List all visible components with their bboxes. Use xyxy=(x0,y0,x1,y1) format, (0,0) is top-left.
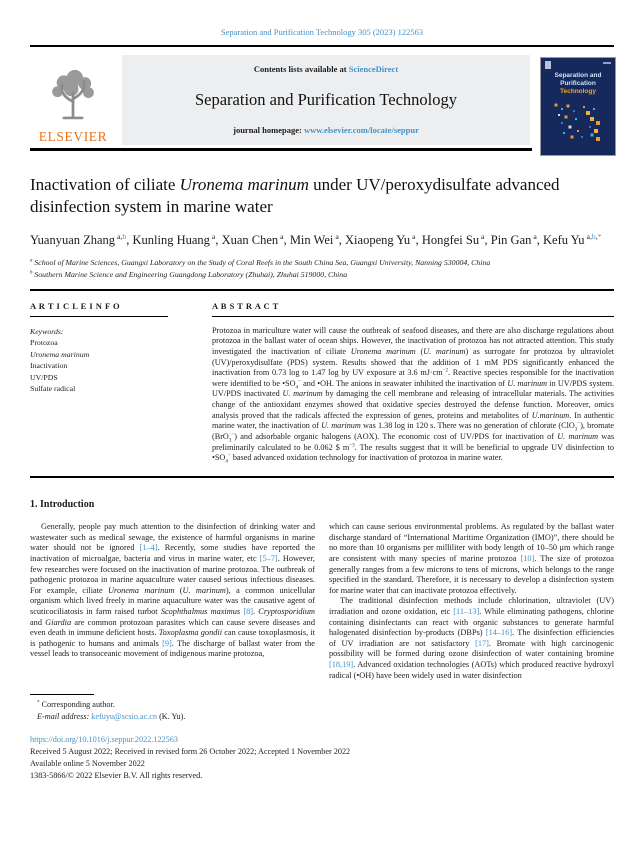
text-run: and xyxy=(30,617,46,627)
text-run: . The discharge of ballast water from the vessel leads to transoceanic movement of indigenous marine protozoa, xyxy=(30,638,315,659)
inline-link[interactable]: [5–7] xyxy=(259,553,278,563)
inline-link[interactable]: kefuyu@scsio.ac.cn xyxy=(91,712,158,722)
contents-line xyxy=(254,64,398,74)
text-run: −2 xyxy=(442,367,449,374)
text-run: Scophthalmus maximus xyxy=(160,606,241,616)
text-run: a xyxy=(531,231,537,241)
journal-banner xyxy=(122,55,530,145)
intro-column-left xyxy=(30,522,315,681)
text-run: b xyxy=(30,270,33,276)
keyword xyxy=(30,360,168,372)
text-run: Corresponding author. xyxy=(39,700,115,710)
contents-prefix: Contents lists available at xyxy=(253,64,349,74)
header-divider xyxy=(30,148,532,151)
text-run: E-mail address: xyxy=(37,712,92,722)
keyword xyxy=(30,372,168,384)
abstract-column xyxy=(212,301,614,465)
text-run: Toxoplasma gondii xyxy=(158,628,222,638)
footnote-block xyxy=(30,694,614,723)
abstract-text xyxy=(212,326,614,465)
text-run: Generally, people pay much attention to the disinfection of drinking water and wastewater such as medical sewage, the existence of harmful organisms in marine water should not be ignored xyxy=(30,522,315,553)
inline-link[interactable]: b xyxy=(591,231,596,241)
text-run: , Min Wei xyxy=(283,232,334,247)
cover-title-line2: Purification xyxy=(560,80,596,88)
text-run: was 1.38 log in 120 s. There was no generation of chlorate (ClO xyxy=(360,421,575,431)
text-run: a xyxy=(278,231,284,241)
cover-volume-dash xyxy=(603,62,611,64)
text-run: , xyxy=(595,231,598,241)
text-run: and •OH. The anions in seawater inhibited the inactivation of xyxy=(300,378,508,388)
text-run: Uronema marinum xyxy=(350,346,416,356)
text-run: 3 xyxy=(574,427,578,434)
text-run: Cryptosporidium xyxy=(258,606,315,616)
article-info-column xyxy=(30,301,168,465)
cover-title-line3: Technology xyxy=(560,88,596,96)
text-run: Uronema marinum xyxy=(108,585,175,595)
intro-paragraph xyxy=(329,522,614,596)
text-run: . The results suggest that it will be beneficial to upgrade UV disinfection to •SO xyxy=(212,442,614,463)
article-footer xyxy=(30,734,614,782)
text-run: are common protozoan parasites which can cause severe diseases and even death in immune deficient hosts. xyxy=(30,617,315,638)
text-run: U. marinum xyxy=(423,346,466,356)
text-run: ), a common unicellular organism which lived freely in marine aquaculture water was the causative agent of scuticociliatosis in farm raised turbot xyxy=(30,585,315,616)
author-list xyxy=(30,232,614,250)
text-run: . However, few researches were focused on the inactivation of marine protozoa. The outbreak of pathogenic protozoa in marine aquaculture water caused serious infectious diseases. For example, ciliate xyxy=(30,553,315,595)
text-run: in UV/PDS system. UV/PDS inactivated xyxy=(212,378,615,399)
affiliations xyxy=(30,257,614,281)
text-run: − xyxy=(227,452,231,459)
cover-elsevier-mark-icon xyxy=(545,61,551,69)
text-run: . Advanced oxidation technologies (AOTs) which produced reactive hydroxyl radical (•OH) have been widely used in water disinfection xyxy=(329,659,614,680)
text-run: ) as surrogate for protozoa by ultraviolet (UV)/peroxydisulfate (PDS) system. Results showed that the addition of 1 mM PDS significantly enhanced the inactivation from 0.73 log to 1.47 log by UV exposure at 3.6 mJ·cm xyxy=(212,346,614,378)
text-run: Sulfate radical xyxy=(30,384,76,394)
inline-link[interactable]: * xyxy=(597,231,602,241)
cover-title-line1: Separation and xyxy=(554,72,602,79)
elsevier-logo[interactable] xyxy=(30,55,116,145)
inline-link[interactable]: [8] xyxy=(243,606,253,616)
text-run: ( xyxy=(174,585,183,595)
text-run: Yuanyuan Zhang xyxy=(30,232,116,247)
keyword xyxy=(30,337,168,349)
text-run: a xyxy=(479,231,485,241)
keywords-label: Keywords: xyxy=(30,326,64,336)
text-run: U. marinum xyxy=(182,585,226,595)
text-run: a xyxy=(209,231,216,241)
text-run: The traditional disinfection methods include chlorination, ultraviolet (UV) irradiation and ozone oxidation, etc xyxy=(329,596,614,616)
copyright-line: 1383-5866/© 2022 Elsevier B.V. All rights reserved. xyxy=(30,770,203,780)
homepage-link[interactable]: www.elsevier.com/locate/seppur xyxy=(303,125,419,135)
text-run: . The size of protozoa generally ranges from a few microns to tens of microns, which belongs to the range specified in the standard. Therefore, it is necessary to develop a disinfection system for marine water that can inactivate protozoa effectively. xyxy=(329,553,614,595)
text-run: * xyxy=(37,699,40,706)
text-run: based advanced oxidation technology for inactivation of protozoa in marine water. xyxy=(230,453,503,463)
text-run: . Reactive species responsible for the inactivation were identified to be •SO xyxy=(212,368,614,388)
text-run: , Pin Gan xyxy=(484,232,532,247)
text-run: . Bromate with high carcinogenic possibility will be formed during ozone disinfection of water containing bromine xyxy=(329,638,614,659)
inline-link[interactable]: [9] xyxy=(162,638,172,648)
available-online: Available online 5 November 2022 xyxy=(30,758,145,768)
text-run: (K. Yu). xyxy=(157,712,186,722)
sciencedirect-link[interactable]: ScienceDirect xyxy=(348,64,399,74)
text-run: Protozoa in mariculture water will cause the outbreak of seafood diseases, and there are also discharge regulations about protozoa in the ballast water of ocean ships. However, the inactivation of protozoa has not attracted attention. This study investigated the inactivation of ciliate xyxy=(212,325,614,356)
text-run: was preliminarily calculated to be 0.062 $ m xyxy=(212,432,615,452)
text-run: UV/PDS xyxy=(30,372,58,382)
text-run: , Xuan Chen xyxy=(215,232,279,247)
text-run: a xyxy=(333,231,339,241)
text-run: 3 xyxy=(228,437,232,444)
text-run: U. marinum xyxy=(321,421,361,431)
text-run: U.marinum xyxy=(531,410,570,420)
corresponding-author-note xyxy=(30,699,614,711)
text-run: , Kefu Yu xyxy=(536,232,585,247)
text-run: 4 xyxy=(225,459,228,466)
text-run: ), bromate (BrO xyxy=(212,421,614,442)
text-run: . Recently, some studies have reported the inactivation of microalgae, bacteria and virus in marine water, etc xyxy=(30,543,316,563)
introduction-heading: 1. Introduction xyxy=(30,499,95,511)
article-info-heading: A R T I C L E I N F O xyxy=(30,301,168,317)
text-run: under UV/peroxydisulfate advanced disinfection system in marine water xyxy=(30,175,560,217)
text-run: − xyxy=(231,431,235,438)
elsevier-wordmark: ELSEVIER xyxy=(38,129,108,144)
inline-link[interactable]: [18,19] xyxy=(329,659,354,669)
abstract-heading: A B S T R A C T xyxy=(212,301,614,317)
elsevier-tree-icon xyxy=(44,68,102,128)
text-run: a xyxy=(30,258,33,264)
text-run: U. marinum xyxy=(507,378,548,388)
inline-link[interactable]: [1–4] xyxy=(139,543,158,553)
text-run: ( xyxy=(415,346,424,356)
text-run: by damaging the cell membrane and releasing of intracellular materials. The activities change of the antioxidant enzymes showed that oxidative species destroyed the defense function. Moreover, omics analysis proved that the radicals affected the expression of genes, proteins and metabolites of xyxy=(212,389,614,420)
homepage-prefix: journal homepage: xyxy=(233,125,304,135)
text-run: , Kunling Huang xyxy=(126,232,210,247)
received-dates: Received 5 August 2022; Received in revised form 26 October 2022; Accepted 1 November 2022 xyxy=(30,746,351,756)
affiliation-a xyxy=(30,257,614,269)
keyword xyxy=(30,349,168,361)
doi-link[interactable]: https://doi.org/10.1016/j.seppur.2022.122563 xyxy=(30,734,178,744)
cover-title xyxy=(541,72,615,96)
inline-link[interactable]: b xyxy=(122,231,127,241)
text-run: U. marinum xyxy=(557,432,599,442)
article-title xyxy=(30,174,590,219)
text-run: Uronema marinum xyxy=(179,175,309,194)
text-run: can cause toxoplasmosis, it is pathogenic to humans and animals xyxy=(30,628,315,648)
text-run: School of Marine Sciences, Guangxi Laboratory on the Study of Coral Reefs in the South China Sea, Guangxi University, Nanning 530004, China xyxy=(32,258,491,268)
text-run: , Xiaopeng Yu xyxy=(338,232,411,247)
text-run: a xyxy=(410,231,416,241)
intro-column-right xyxy=(329,522,614,681)
intro-paragraph xyxy=(329,596,614,681)
top-divider xyxy=(30,45,614,47)
affiliation-b xyxy=(30,269,614,281)
email-note xyxy=(30,711,614,723)
intro-paragraph xyxy=(30,522,315,660)
keyword xyxy=(30,383,168,395)
introduction-columns xyxy=(30,522,614,681)
text-run: Southern Marine Science and Engineering Guangdong Laboratory (Zhuhai), Zhuhai 519000, China xyxy=(32,270,348,280)
journal-title: Separation and Purification Technology xyxy=(194,89,458,109)
cover-art-dots xyxy=(553,102,555,104)
text-run: a, xyxy=(584,231,592,241)
footnote-divider xyxy=(30,694,94,695)
text-run: Inactivation of ciliate xyxy=(30,175,180,194)
text-run: . In authentic marine water, the inactivation of xyxy=(212,410,614,431)
text-run: U. marinum xyxy=(282,389,323,399)
text-run: . While eliminating pathogens, chlorine containing disinfectants can react with organic substances to generate harmful halogenated disinfection by-products (DBPs) xyxy=(329,606,614,638)
text-run: 4 xyxy=(295,384,299,391)
text-run: Giardia xyxy=(45,617,72,627)
text-run: − xyxy=(577,420,581,427)
text-run: . The disinfection efficiencies of UV irradiation are not satisfactory xyxy=(329,628,614,648)
journal-header xyxy=(30,55,614,145)
text-run: Protozoa xyxy=(30,338,58,348)
text-run: a, xyxy=(115,231,123,241)
text-run: Uronema marinum xyxy=(30,349,90,359)
text-run: − xyxy=(298,378,301,385)
text-run: . xyxy=(253,606,259,616)
text-run: ) and adsorbable organic halogens (AOX). The economic cost of UV/PDS for inactivation of xyxy=(234,432,558,442)
text-run: , Hongfei Su xyxy=(415,232,480,247)
journal-reference-link[interactable]: Separation and Purification Technology 305 (2023) 122563 xyxy=(220,27,424,37)
text-run: −3 xyxy=(349,442,355,449)
inline-link[interactable]: [14–16] xyxy=(485,628,513,638)
info-abstract-block xyxy=(30,291,614,479)
journal-cover[interactable] xyxy=(540,57,616,156)
inline-link[interactable]: [10] xyxy=(520,553,535,563)
inline-link[interactable]: [17] xyxy=(475,638,489,648)
inline-link[interactable]: [11–13] xyxy=(453,606,480,616)
text-run: Inactivation xyxy=(30,361,68,371)
text-run: which can cause serious environmental problems. As regulated by the ballast water discharge standard of “International Maritime Organization (IMO)”, there should be no more than 10 organisms per milliliter with body length of 10–50 μm which range are consistent with many species of marine protozoa xyxy=(329,522,614,563)
homepage-line xyxy=(233,125,419,135)
